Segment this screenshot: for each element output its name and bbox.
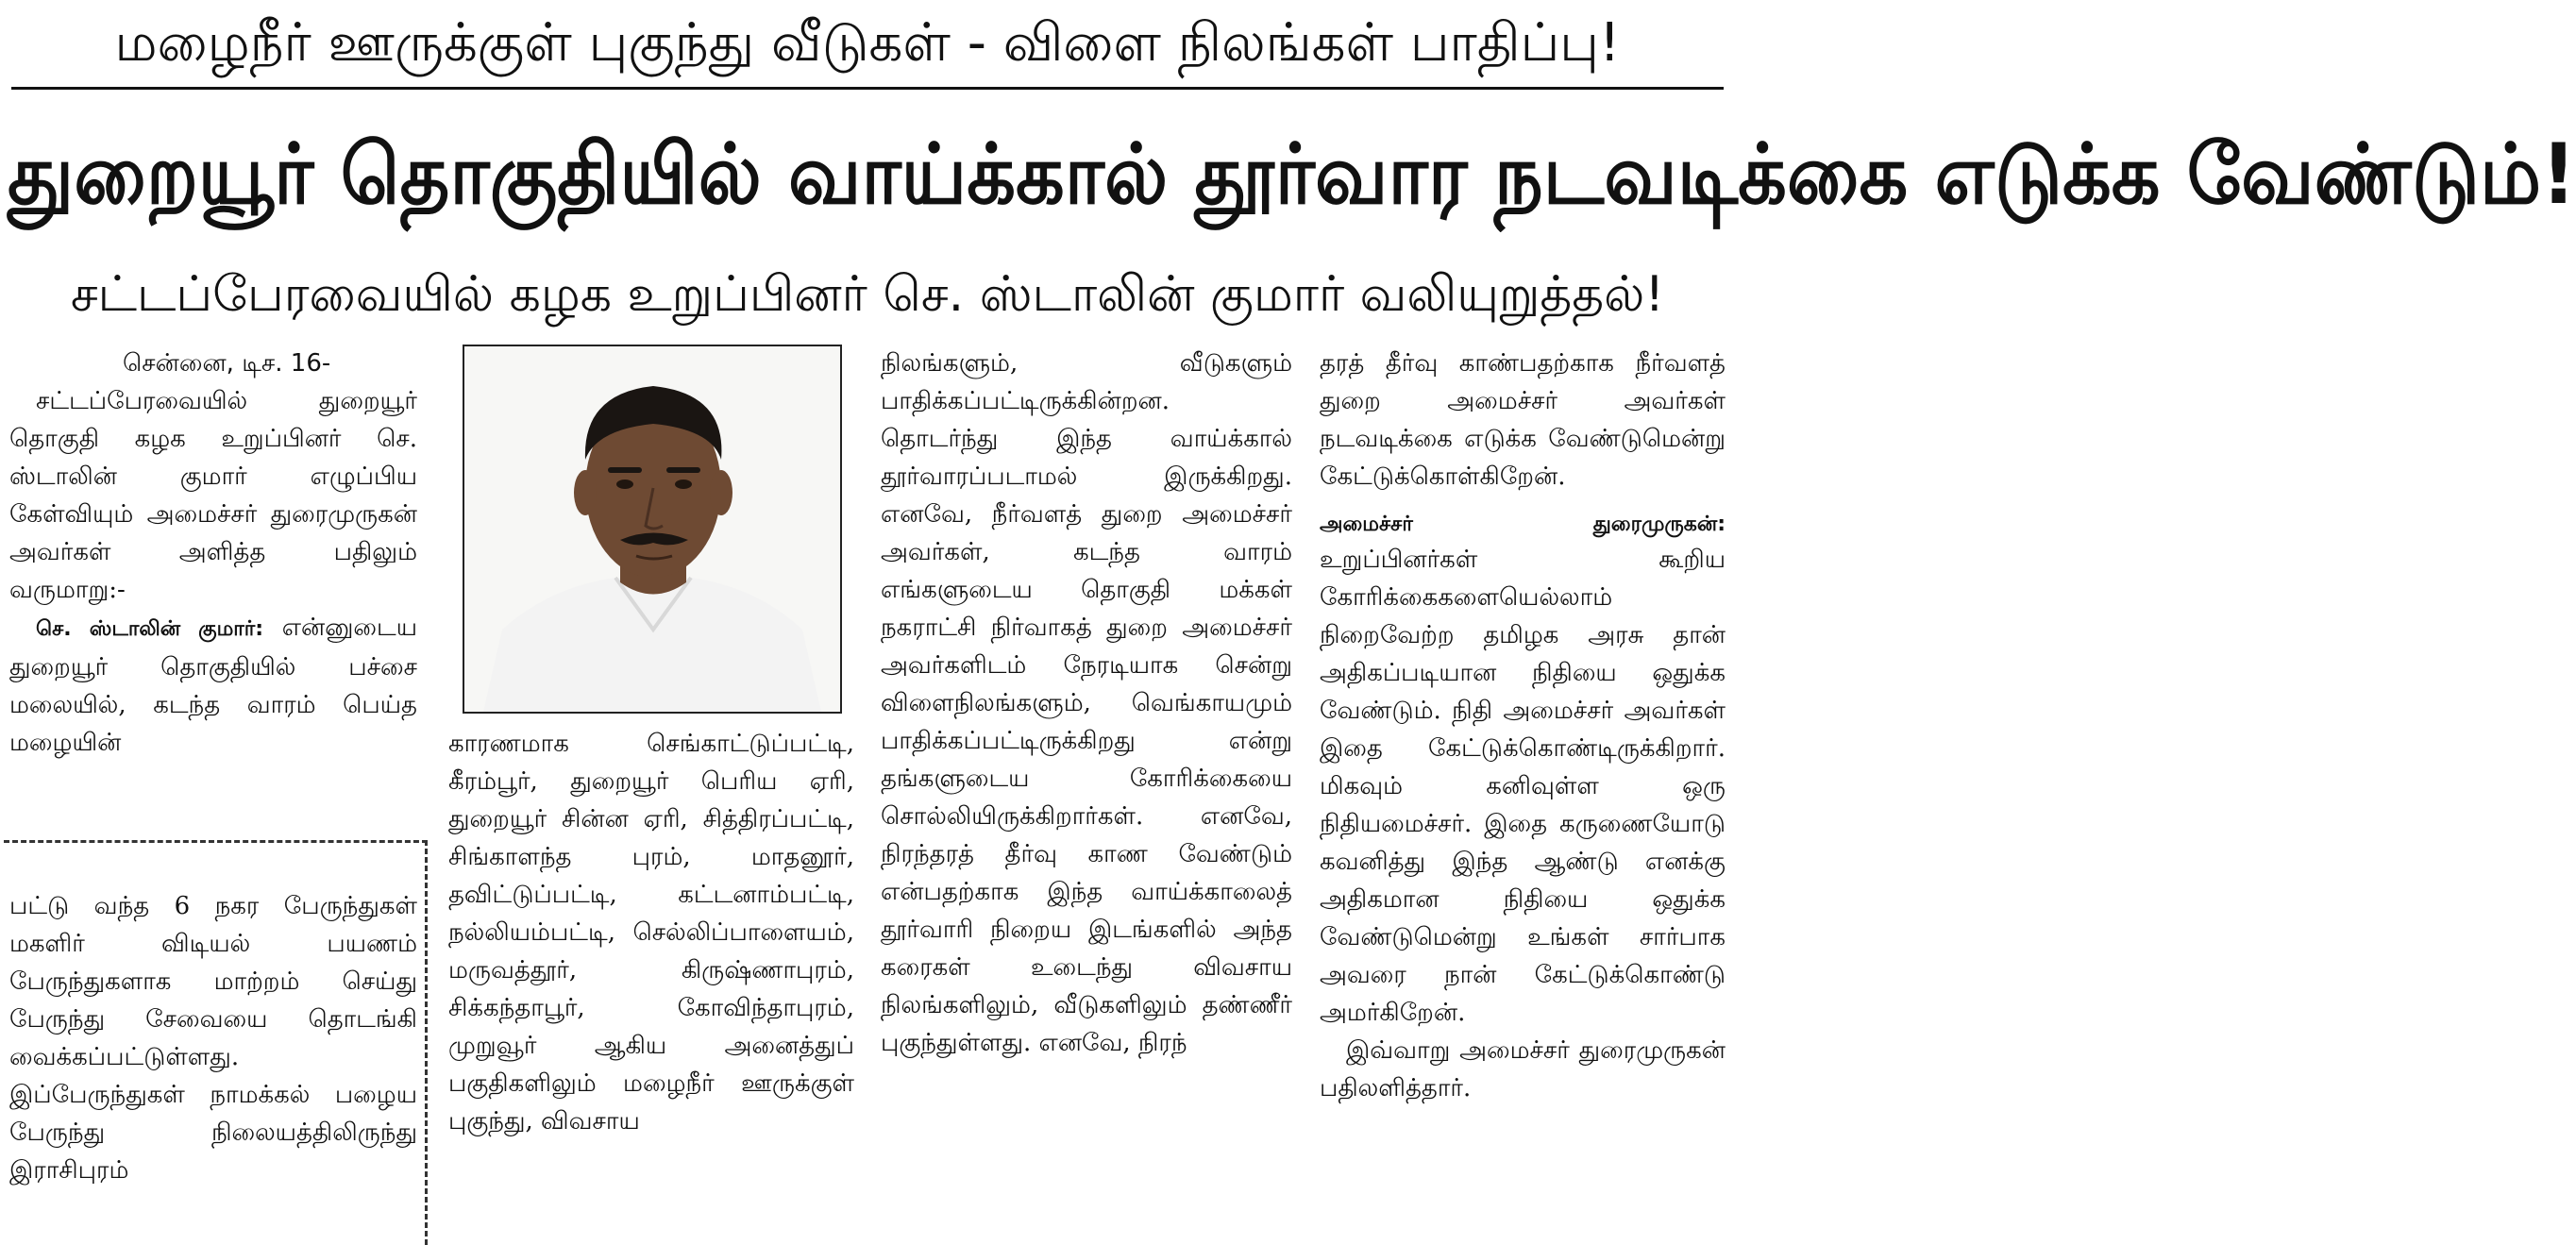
- dateline: சென்னை, டிச. 16-: [123, 349, 331, 378]
- kicker-headline: மழைநீர் ஊருக்குள் புகுந்து வீடுகள் - விளை நிலங்கள் பாதிப்பு!: [11, 0, 1724, 90]
- sub-headline: சட்டப்பேரவையில் கழக உறுப்பினர் செ. ஸ்டாலின் குமார் வலியுறுத்தல்!: [70, 266, 1665, 323]
- speaker-paragraph: [9, 609, 417, 762]
- column-2-paragraph: காரணமாக செங்காட்டுப்பட்டி, கீரம்பூர், துறையூர் பெரிய ஏரி, துறையூர் சின்ன ஏரி, சித்திரப்பட்டி, சிங்காளந்த புரம், மாதனூர், தவிட்டுப்பட்டி, கட்டனாம்பட்டி, நல்லியம்பட்டி, செல்லிப்பாளையம், மருவத்தூர், கிருஷ்ணாபுரம், சிக்கந்தாபூர், கோவிந்தாபுரம், முறுவூர் ஆகிய அனைத்துப் பகுதிகளிலும் மழைநீர் ஊருக்குள் புகுந்து, விவசாய: [448, 730, 854, 1136]
- article-column-2: [448, 725, 854, 1239]
- speech-text: என்னுடைய துறையூர் தொகுதியில் பச்சை மலையில், கடந்த வாரம் பெய்த மழையின்: [9, 614, 417, 757]
- column-4-paragraph-1: தரத் தீர்வு காண்பதற்காக நீர்வளத் துறை அமைச்சர் அவர்கள் நடவடிக்கை எடுக்க வேண்டுமென்று கேட்டுக்கொள்கிறேன்.: [1320, 349, 1726, 491]
- boxed-inset-text: [9, 887, 417, 1237]
- minister-speaker-line: [1320, 509, 1726, 541]
- speaker-name: செ. ஸ்டாலின் குமார்:: [36, 617, 264, 641]
- column-4-paragraph-3: இவ்வாறு அமைச்சர் துரைமுருகன் பதிலளித்தார்.: [1320, 1036, 1726, 1102]
- minister-title: அமைச்சர்: [1320, 513, 1413, 536]
- portrait-image: [464, 346, 840, 712]
- portrait-photo: [463, 345, 842, 714]
- main-headline: துறையூர் தொகுதியில் வாய்க்கால் தூர்வார நடவடிக்கை எடுக்க வேண்டும்!: [8, 126, 2576, 223]
- minister-name: துரைமுருகன்:: [1592, 513, 1726, 536]
- article-column-4: [1320, 345, 1726, 1239]
- column-3-paragraph: நிலங்களும், வீடுகளும் பாதிக்கப்பட்டிருக்கின்றன. தொடர்ந்து இந்த வாய்க்கால் தூர்வாரப்படாமல் இருக்கிறது. எனவே, நீர்வளத் துறை அமைச்சர் அவர்கள், கடந்த வாரம் எங்களுடைய தொகுதி மக்கள் நகராட்சி நிர்வாகத் துறை அமைச்சர் அவர்களிடம் நேரடியாக சென்று விளைநிலங்களும், வெங்காயமும் பாதிக்கப்பட்டிருக்கிறது என்று தங்களுடைய கோரிக்கையை சொல்லியிருக்கிறார்கள். எனவே, நிரந்தரத் தீர்வு காண வேண்டும் என்பதற்காக இந்த வாய்க்காலைத் தூர்வாரி நிறைய இடங்களில் அந்த கரைகள் உடைந்து விவசாய நிலங்களிலும், வீடுகளிலும் தண்ணீர் புகுந்துள்ளது. எனவே, நிரந்: [881, 349, 1292, 1057]
- article-column-1: [9, 345, 417, 807]
- intro-paragraph: சட்டப்பேரவையில் துறையூர் தொகுதி கழக உறுப்பினர் செ. ஸ்டாலின் குமார் எழுப்பிய கேள்வியும் அமைச்சர் துரைமுருகன் அவர்கள் அளித்த பதிலும் வருமாறு:-: [9, 387, 417, 604]
- inset-paragraph: பட்டு வந்த 6 நகர பேருந்துகள் மகளிர் விடியல் பயணம் பேருந்துகளாக மாற்றம் செய்து பேருந்து சேவையை தொடங்கி வைக்கப்பட்டுள்ளது. இப்பேருந்துகள் நாமக்கல் பழைய பேருந்து நிலையத்திலிருந்து இராசிபுரம்: [9, 892, 417, 1185]
- article-column-3: [881, 345, 1292, 1239]
- column-4-paragraph-2: உறுப்பினர்கள் கூறிய கோரிக்கைகளையெல்லாம் நிறைவேற்ற தமிழக அரசு தான் அதிகப்படியான நிதியை ஒதுக்க வேண்டும். நிதி அமைச்சர் அவர்கள் இதை கேட்டுக்கொண்டிருக்கிறார். மிகவும் கனிவுள்ள ஒரு நிதியமைச்சர். இதை கருணையோடு கவனித்து இந்த ஆண்டு எனக்கு அதிகமான நிதியை ஒதுக்க வேண்டுமென்று உங்கள் சார்பாக அவரை நான் கேட்டுக்கொண்டு அமர்கிறேன்.: [1320, 546, 1726, 1027]
